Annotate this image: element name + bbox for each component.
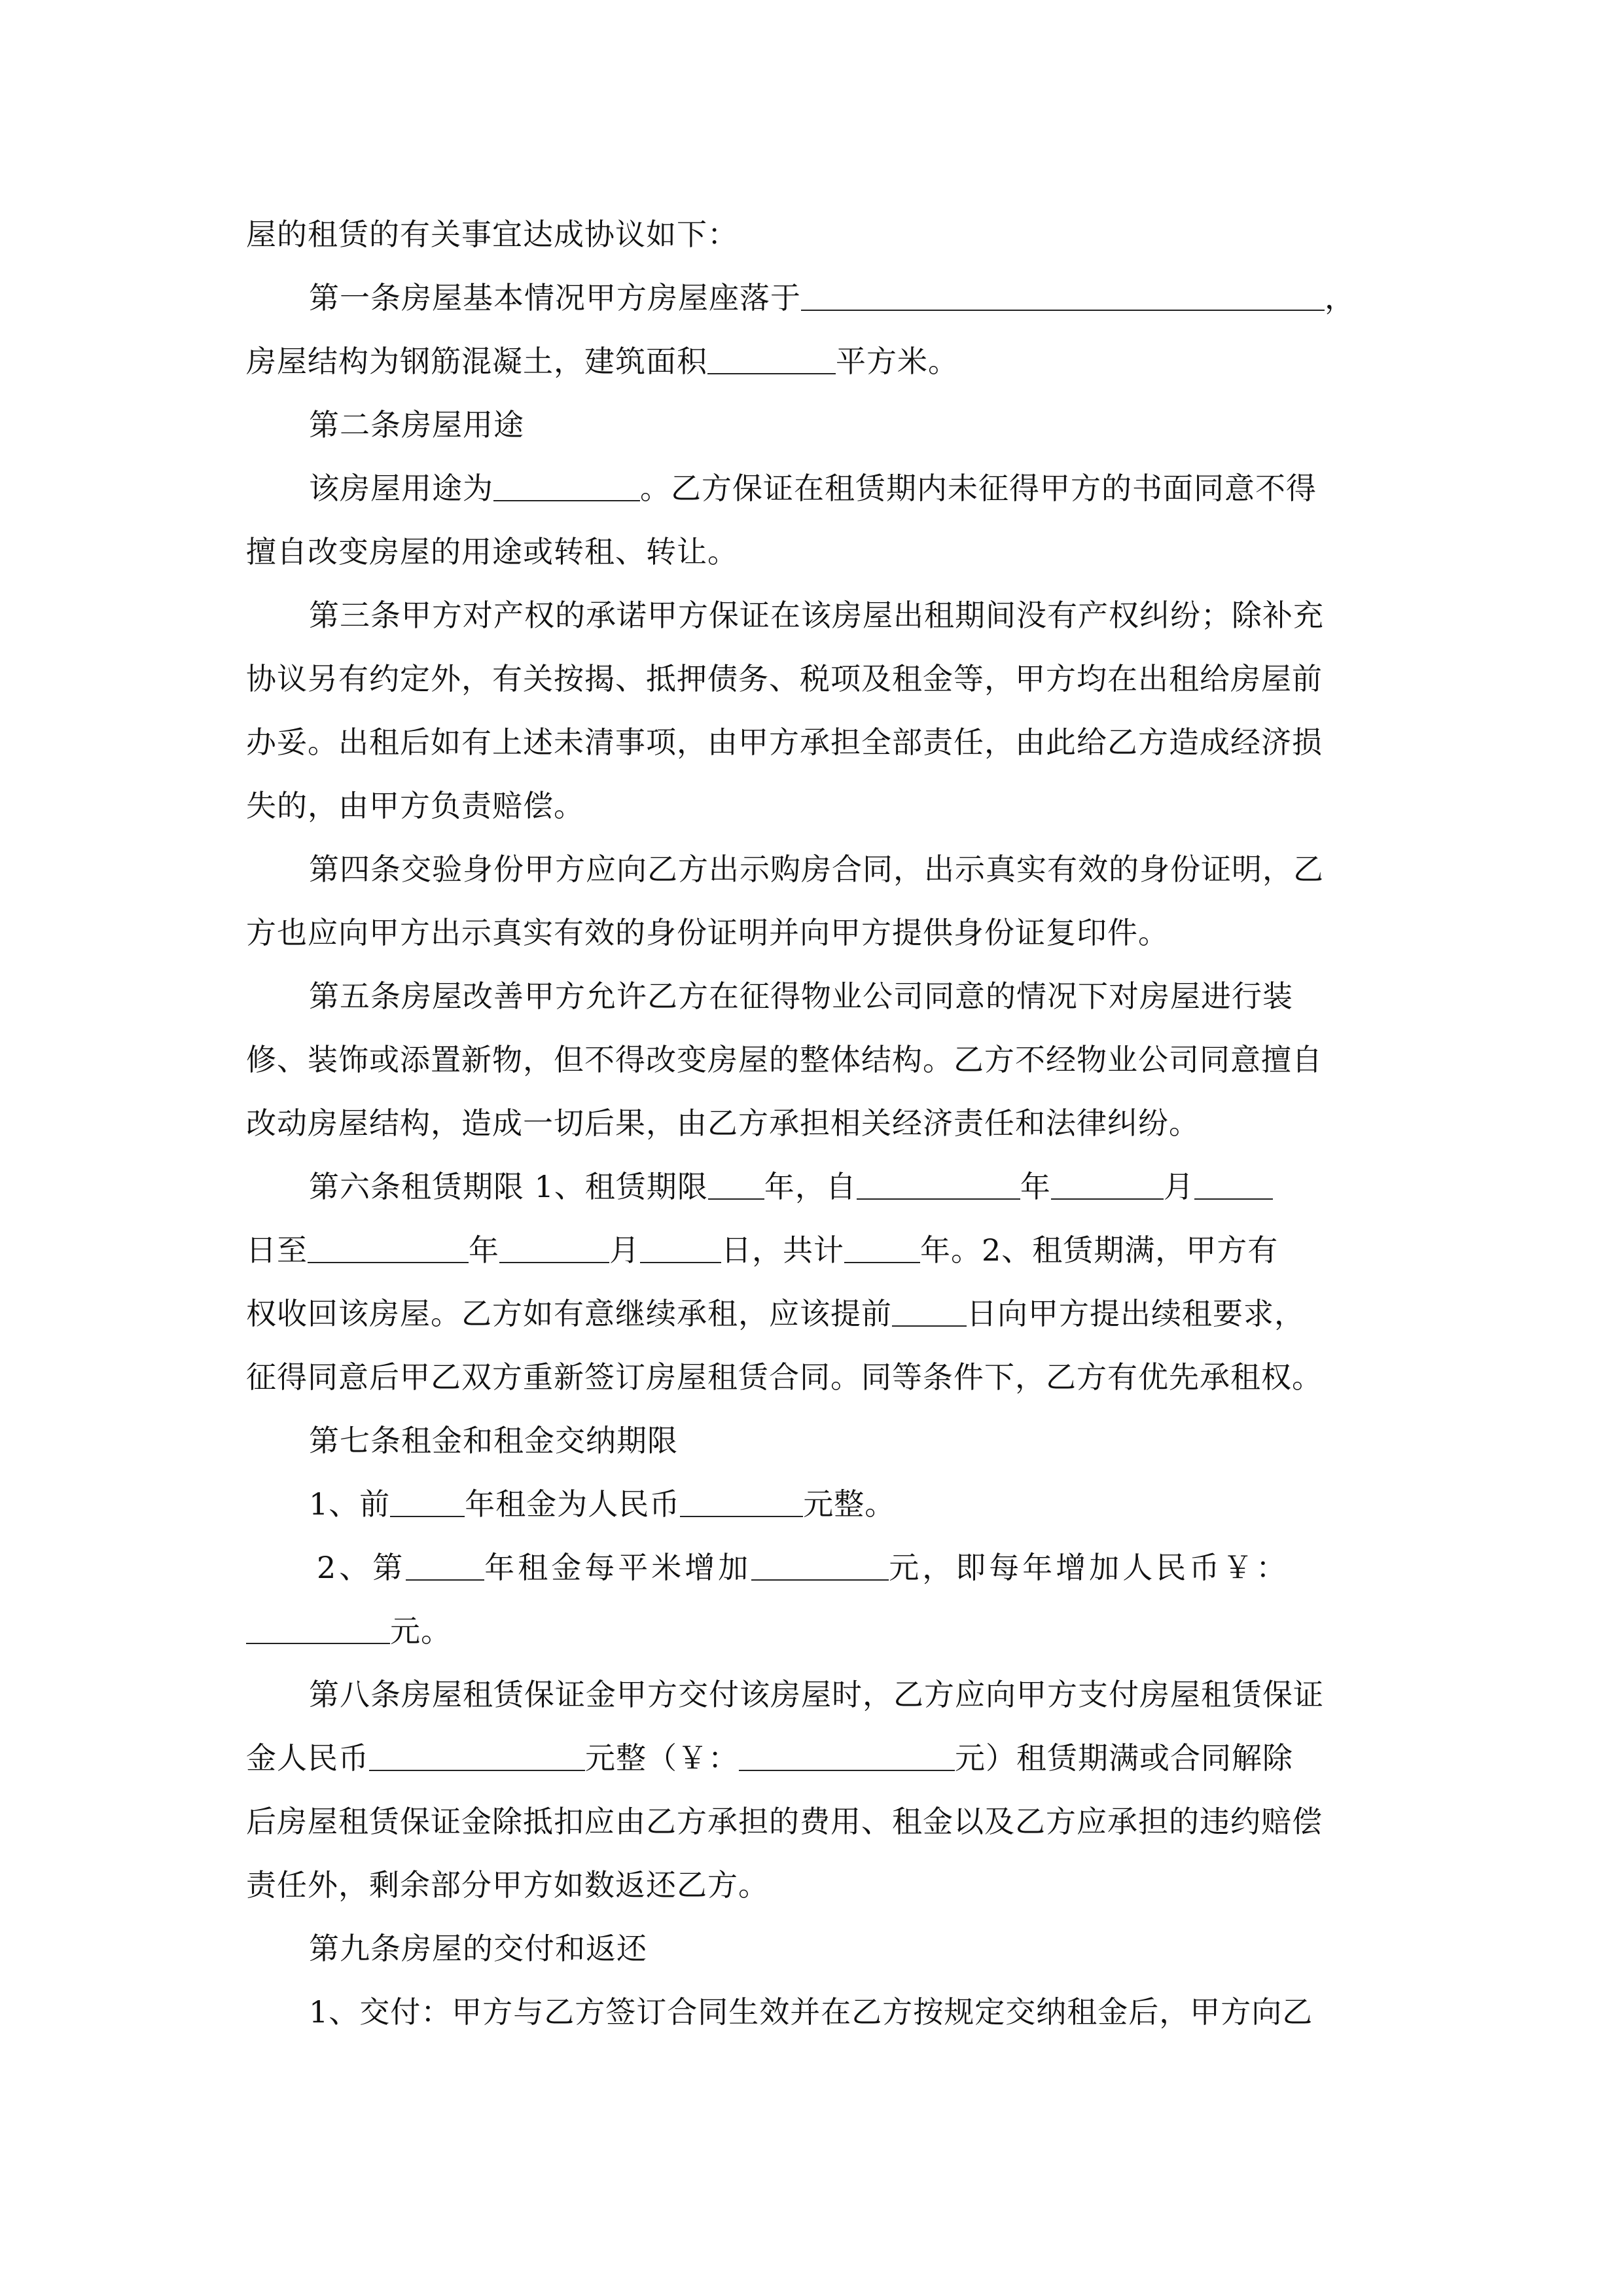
- text-line: [246, 901, 1385, 965]
- deposit-amount-blank: [369, 1744, 585, 1771]
- text-line: [246, 1663, 1385, 1727]
- start-month-blank: [1051, 1172, 1164, 1200]
- text-line: [246, 774, 1385, 838]
- text-line: [246, 965, 1385, 1028]
- year-number-blank: [406, 1553, 484, 1581]
- end-year-blank: [308, 1236, 469, 1263]
- text-line: [246, 1409, 1385, 1473]
- text-line: [246, 330, 1385, 393]
- text: 第八条房屋租赁保证金甲方交付该房屋时，乙方应向甲方支付房屋租赁保证: [309, 1677, 1324, 1712]
- end-day-blank: [640, 1236, 721, 1263]
- area-blank: [707, 347, 836, 374]
- text-line: [246, 393, 1385, 457]
- text: 擅自改变房屋的用途或转租、转让。: [246, 534, 738, 569]
- text-line: [246, 1981, 1385, 2044]
- text: 元整。: [803, 1486, 896, 1522]
- text: 日至: [246, 1232, 308, 1268]
- text: 办妥。出租后如有上述未清事项，由甲方承担全部责任，由此给乙方造成经济损: [246, 725, 1323, 760]
- text: 该房屋用途为: [309, 471, 493, 506]
- text: 年，自: [764, 1169, 857, 1204]
- start-day-blank: [1194, 1172, 1273, 1200]
- text-line: [246, 711, 1385, 774]
- text: 金人民币: [246, 1740, 369, 1776]
- text: 平方米。: [836, 344, 959, 379]
- text: 。乙方保证在租赁期内未征得甲方的书面同意不得: [640, 471, 1317, 506]
- text-line: [246, 203, 1385, 266]
- text: 年。2、租赁期满，甲方有: [920, 1232, 1279, 1268]
- text: 年租金每平米增加: [484, 1550, 752, 1585]
- text-line: [246, 1346, 1385, 1409]
- text-line: [246, 647, 1385, 711]
- text: 元）租赁期满或合同解除: [955, 1740, 1293, 1776]
- text: 元，即每年增加人民币￥：: [889, 1550, 1290, 1585]
- text: 日，共计: [721, 1232, 844, 1268]
- total-years-blank: [844, 1236, 920, 1263]
- text-line: [246, 457, 1385, 520]
- text-line: [246, 1727, 1385, 1790]
- first-years-blank: [390, 1490, 465, 1517]
- text: 2、第: [317, 1550, 406, 1585]
- text: 失的，由甲方负责赔偿。: [246, 788, 584, 823]
- text: 月: [609, 1232, 640, 1268]
- text-line: [246, 1790, 1385, 1854]
- section-heading: 第七条租金和租金交纳期限: [309, 1423, 678, 1458]
- end-month-blank: [499, 1236, 609, 1263]
- text: 年租金为人民币: [465, 1486, 681, 1522]
- text-line: [246, 1536, 1385, 1600]
- text-line: [246, 520, 1385, 584]
- text: 后房屋租赁保证金除抵扣应由乙方承担的费用、租金以及乙方应承担的违约赔偿: [246, 1804, 1323, 1839]
- text-line: [246, 1028, 1385, 1092]
- text: 第四条交验身份甲方应向乙方出示购房合同，出示真实有效的身份证明，乙: [309, 852, 1324, 887]
- annual-increase-blank: [246, 1617, 390, 1644]
- text: 年: [469, 1232, 499, 1268]
- text: 第三条甲方对产权的承诺甲方保证在该房屋出租期间没有产权纠纷；除补充: [309, 598, 1324, 633]
- text-line: [246, 1473, 1385, 1536]
- text: 修、装饰或添置新物，但不得改变房屋的整体结构。乙方不经物业公司同意擅自: [246, 1042, 1323, 1077]
- text: 征得同意后甲乙双方重新签订房屋租赁合同。同等条件下，乙方有优先承租权。: [246, 1359, 1323, 1395]
- usage-blank: [493, 474, 640, 501]
- start-year-blank: [857, 1172, 1020, 1200]
- section-heading: 第九条房屋的交付和返还: [309, 1931, 647, 1966]
- lease-years-blank: [708, 1172, 764, 1200]
- text-line: [246, 266, 1385, 330]
- text: 屋的租赁的有关事宜达成协议如下：: [246, 217, 738, 252]
- text: 第五条房屋改善甲方允许乙方在征得物业公司同意的情况下对房屋进行装: [309, 978, 1293, 1014]
- text: 房屋结构为钢筋混凝土，建筑面积: [246, 344, 707, 379]
- text: 第六条租赁期限 1、租赁期限: [309, 1169, 708, 1204]
- text: 月: [1163, 1169, 1194, 1204]
- location-blank: [801, 283, 1325, 311]
- text: 第一条房屋基本情况甲方房屋座落于: [309, 280, 801, 315]
- text-line: [246, 1917, 1385, 1981]
- renewal-days-blank: [892, 1299, 967, 1327]
- rent-amount-blank: [680, 1490, 803, 1517]
- text-line: [246, 1854, 1385, 1917]
- text: 方也应向甲方出示真实有效的身份证明并向甲方提供身份证复印件。: [246, 915, 1169, 950]
- text-line: [246, 1219, 1385, 1282]
- text: 改动房屋结构，造成一切后果，由乙方承担相关经济责任和法律纠纷。: [246, 1105, 1200, 1141]
- text-line: [246, 1155, 1385, 1219]
- text-line: [246, 1092, 1385, 1155]
- text: 责任外，剩余部分甲方如数返还乙方。: [246, 1867, 769, 1903]
- text: 权收回该房屋。乙方如有意继续承租，应该提前: [246, 1296, 892, 1331]
- section-heading: 第二条房屋用途: [309, 407, 524, 442]
- text: 元。: [390, 1613, 452, 1649]
- text: 日向甲方提出续租要求，: [967, 1296, 1305, 1331]
- text: 元整（￥：: [585, 1740, 739, 1776]
- text-line: [246, 1600, 1385, 1663]
- text-line: [246, 838, 1385, 901]
- text: 1、前: [309, 1486, 391, 1522]
- text: 协议另有约定外，有关按揭、抵押债务、税项及租金等，甲方均在出租给房屋前: [246, 661, 1323, 696]
- text-line: [246, 1282, 1385, 1346]
- text: ，: [1325, 280, 1355, 315]
- document-body: [246, 203, 1385, 2044]
- text: 1、交付：甲方与乙方签订合同生效并在乙方按规定交纳租金后，甲方向乙: [309, 1994, 1313, 2030]
- text: 年: [1020, 1169, 1051, 1204]
- text-line: [246, 584, 1385, 647]
- increase-per-sqm-blank: [751, 1553, 889, 1581]
- deposit-figure-blank: [739, 1744, 955, 1771]
